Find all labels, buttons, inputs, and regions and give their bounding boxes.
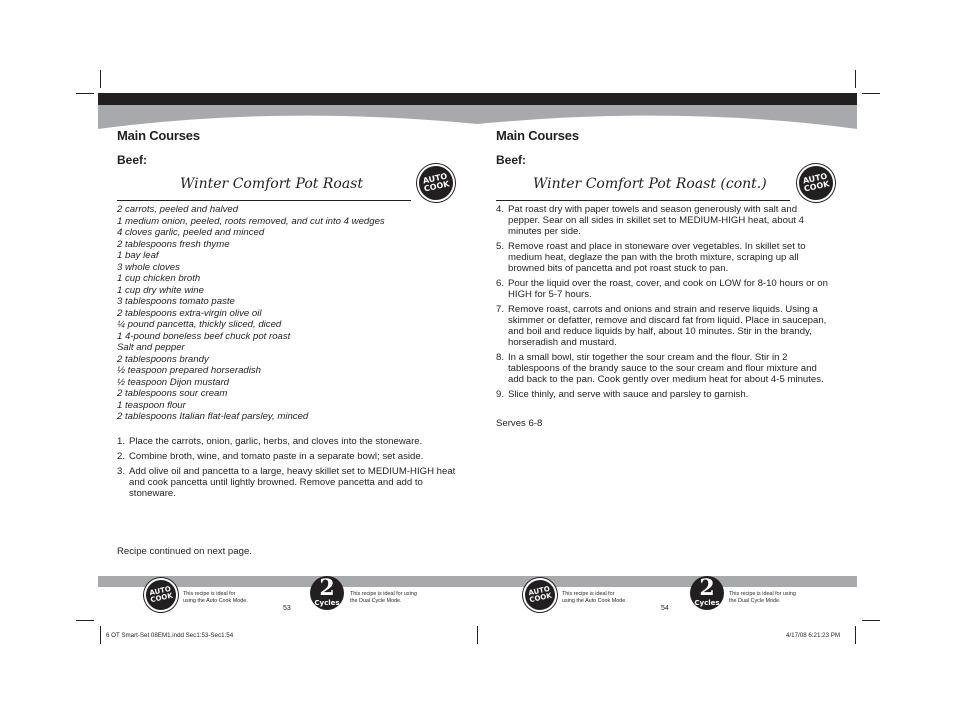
dual-cycle-note: This recipe is ideal for using the Dual Cycle Mode. [729, 591, 796, 604]
step-number: 4. [496, 204, 505, 215]
list-item: 1 4-pound boneless beef chuck pot roast [117, 330, 291, 342]
crop-mark [862, 93, 880, 94]
step-text: Pour the liquid over the roast, cover, and cook on LOW for 8-10 hours or on HIGH for 5-7 hours. [508, 278, 828, 300]
list-item: 2 tablespoons Italian flat-leaf parsley, minced [117, 411, 309, 422]
list-item: 4 cloves garlic, peeled and minced [117, 227, 265, 238]
crop-mark [477, 626, 478, 644]
timestamp-slug: 4/17/08 6:21:23 PM [786, 632, 841, 639]
auto-cook-footer-icon: AUTO COOK [141, 575, 181, 615]
recipe-title: Winter Comfort Pot Roast [180, 176, 363, 192]
list-item: 1 medium onion, peeled, roots removed, and cut into 4 wedges [117, 215, 385, 227]
step-text: Remove roast and place in stoneware over vegetables. In skillet set to medium heat, deglaze the pan with the broth mixture, scraping up all browned bits of pancetta and pot roast stuck to pan. [508, 241, 806, 274]
list-item: 2 tablespoons brandy [117, 353, 209, 365]
list-item: 1 cup chicken broth [117, 273, 201, 284]
crop-mark [76, 93, 94, 94]
page-number: 53 [283, 605, 291, 612]
list-item: ½ teaspoon Dijon mustard [117, 376, 229, 388]
auto-cook-note: This recipe is ideal for using the Auto Cook Mode. [183, 591, 248, 604]
auto-cook-badge-icon: AUTO COOK [413, 160, 458, 205]
dual-cycle-note: This recipe is ideal for using the Dual Cycle Mode. [350, 591, 417, 604]
list-item: ¼ pound pancetta, thickly sliced, diced [117, 319, 282, 330]
serves-note: Serves 6-8 [496, 418, 543, 429]
crop-mark [855, 70, 856, 88]
list-item [496, 204, 830, 237]
step-text: In a small bowl, stir together the sour cream and the flour. Stir in 2 tablespoons of the brandy sauce to the sour cream and flour mixture and add back to the pan. Cook gently over medium heat for about 4-5 minutes. [508, 352, 824, 385]
list-item: 3 tablespoons tomato paste [117, 296, 235, 307]
step-text: Combine broth, wine, and tomato paste in a separate bowl; set aside. [129, 451, 424, 462]
step-number: 5. [496, 241, 505, 252]
step-text: Pat roast dry with paper towels and season generously with salt and pepper. Sear on all sides in skillet set to MEDIUM-HIGH heat, about 4 minutes per side. [508, 204, 804, 237]
step-list [496, 204, 830, 404]
step-list [117, 436, 457, 503]
list-item: 1 bay leaf [117, 250, 159, 261]
auto-cook-badge-icon: AUTO COOK [793, 160, 838, 205]
page-number: 54 [661, 605, 669, 612]
list-item: 2 carrots, peeled and halved [117, 204, 239, 215]
step-text: Place the carrots, onion, garlic, herbs, and cloves into the stoneware. [129, 436, 423, 447]
step-number: 9. [496, 389, 505, 400]
dual-cycle-icon: 2 Cycles [690, 576, 724, 610]
list-item [496, 352, 830, 385]
list-item [117, 451, 457, 462]
section-heading: Main Courses [496, 128, 579, 143]
step-number: 1. [117, 436, 126, 447]
list-item: 1 cup dry white wine [117, 284, 204, 296]
step-number: 7. [496, 304, 505, 315]
step-number: 2. [117, 451, 126, 462]
list-item [117, 466, 457, 499]
step-text: Slice thinly, and serve with sauce and parsley to garnish. [508, 389, 749, 400]
category-heading: Beef: [117, 153, 148, 167]
list-item: ½ teaspoon prepared horseradish [117, 365, 262, 376]
crop-mark [862, 620, 880, 621]
file-slug: 6 OT Smart-Set 08EM1.indd Sec1:53-Sec1:54 [106, 632, 234, 639]
crop-mark [100, 626, 101, 644]
step-number: 3. [117, 466, 126, 477]
auto-cook-note: This recipe is ideal for using the Auto Cook Mode. [562, 591, 627, 604]
step-number: 8. [496, 352, 505, 363]
list-item [496, 278, 830, 300]
continued-note: Recipe continued on next page. [117, 546, 252, 557]
auto-cook-footer-icon: AUTO COOK [520, 575, 560, 615]
list-item: Salt and pepper [117, 342, 185, 353]
step-text: Remove roast, carrots and onions and strain and reserve liquids. Using a skimmer or defatter, remove and discard fat from liquid. Place in saucepan, and boil and reduce liquids by half, about 10 minutes. Stir in the brandy, horseradish and mustard. [508, 304, 827, 348]
crop-mark [855, 626, 856, 644]
dual-cycle-icon: 2 Cycles [310, 576, 344, 610]
category-heading: Beef: [496, 153, 527, 167]
title-rule [117, 200, 411, 201]
list-item [496, 304, 830, 348]
ingredient-list [117, 204, 385, 423]
list-item [496, 389, 830, 400]
crop-mark [76, 620, 94, 621]
step-text: Add olive oil and pancetta to a large, heavy skillet set to MEDIUM-HIGH heat and cook pancetta until lightly browned. Remove pancetta and add to stoneware. [129, 466, 456, 499]
list-item: 2 tablespoons extra-virgin olive oil [117, 307, 262, 319]
section-heading: Main Courses [117, 128, 200, 143]
list-item [496, 241, 830, 274]
list-item: 1 teaspoon flour [117, 399, 186, 411]
step-number: 6. [496, 278, 505, 289]
header-band [98, 93, 857, 131]
list-item [117, 436, 457, 447]
list-item: 2 tablespoons sour cream [117, 388, 228, 399]
crop-mark [100, 70, 101, 88]
title-rule [496, 200, 790, 201]
footer-band [98, 576, 857, 587]
recipe-title: Winter Comfort Pot Roast (cont.) [533, 176, 767, 192]
list-item: 3 whole cloves [117, 261, 180, 273]
list-item: 2 tablespoons fresh thyme [117, 238, 230, 250]
